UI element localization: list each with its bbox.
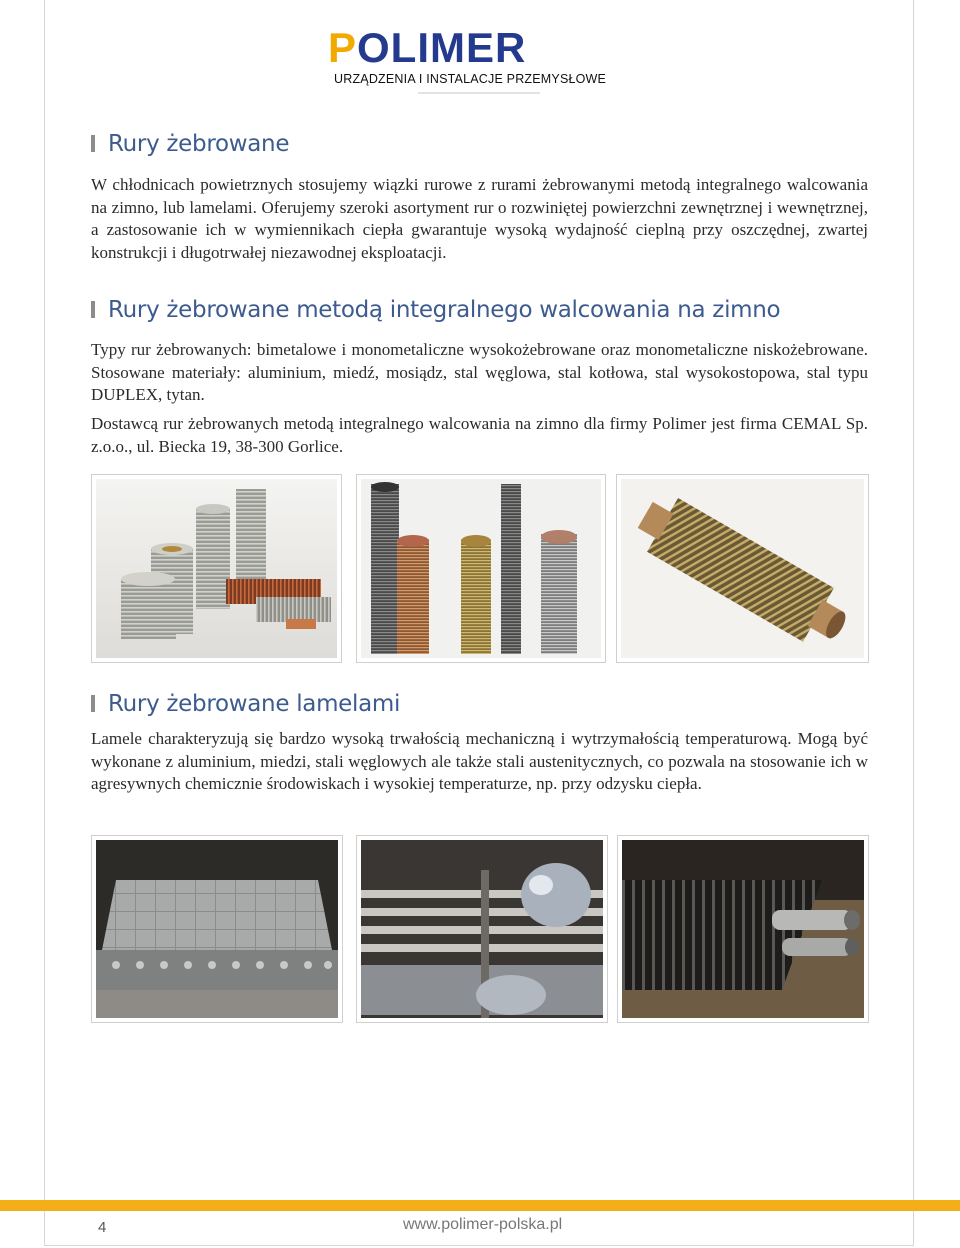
section-heading-rury-zebrowane bbox=[91, 130, 289, 158]
section-title: Rury żebrowane bbox=[108, 131, 290, 157]
photo-image bbox=[361, 840, 603, 1018]
logo-tagline: URZĄDZENIA I INSTALACJE PRZEMYSŁOWE bbox=[334, 72, 607, 86]
photo-finned-tubes-bundle bbox=[91, 474, 342, 663]
logo-wordmark bbox=[328, 26, 526, 70]
photo-image bbox=[622, 840, 864, 1018]
logo-letter-p: P bbox=[328, 24, 358, 71]
section-paragraph: Lamele charakteryzują się bardzo wysoką trwałością mechaniczną i wytrzymałością temperaturową. Mogą być wykonane z aluminium, miedzi, stali węglowych ale także stali austenitycznych, co pozwala na stosowanie ich w agresywnych chemicznie środowiskach i wysokiej temperaturze, np. przy odzysku ciepła. bbox=[91, 729, 868, 793]
section-heading-walcowanie bbox=[91, 296, 780, 324]
finned-tubes-materials-illustration bbox=[361, 479, 601, 658]
section-heading-lamele bbox=[91, 690, 400, 718]
finned-tubes-illustration bbox=[96, 479, 337, 658]
logo-underline bbox=[418, 92, 540, 94]
page-number: 4 bbox=[98, 1219, 107, 1236]
heading-bar bbox=[91, 135, 95, 152]
photo-image bbox=[96, 479, 337, 658]
single-finned-tube-illustration bbox=[621, 479, 864, 658]
photo-heat-exchanger bbox=[356, 835, 608, 1023]
section-paragraph: Typy rur żebrowanych: bimetalowe i monometaliczne wysokożebrowane oraz monometaliczne niskożebrowane. Stosowane materiały: aluminium, miedź, mosiądz, stal węglowa, stal kotłowa, stal wysokostopowa, stal typu DUPLEX, tytan. bbox=[91, 340, 868, 404]
photo-lamella-bundle bbox=[91, 835, 343, 1023]
photo-image bbox=[621, 479, 864, 658]
photo-image bbox=[96, 840, 338, 1018]
section-title: Rury żebrowane lamelami bbox=[108, 691, 401, 717]
heading-bar bbox=[91, 301, 95, 318]
section-paragraph: W chłodnicach powietrznych stosujemy wiązki rurowe z rurami żebrowanymi metodą integralnego walcowania na zimno, lub lamelami. Oferujemy szeroki asortyment rur o rozwiniętej powierzchni zewnętrznej i wewnętrznej, a zastosowanie ich w wymiennikach ciepła gwarantuje wysoką wydajność cieplną przy oszczędnej, zwartej konstrukcji i długotrwałej niezawodnej eksploatacji. bbox=[91, 175, 868, 262]
lamella-closeup-illustration bbox=[622, 840, 864, 1018]
lamella-bundle-illustration bbox=[96, 840, 338, 1018]
heat-exchanger-illustration bbox=[361, 840, 603, 1018]
photo-image bbox=[361, 479, 601, 658]
polimer-logo bbox=[328, 24, 607, 102]
section-title: Rury żebrowane metodą integralnego walcowania na zimno bbox=[108, 297, 781, 323]
footer-website-link[interactable]: www.polimer-polska.pl bbox=[403, 1216, 563, 1233]
photo-single-finned-tube bbox=[616, 474, 869, 663]
heading-bar bbox=[91, 695, 95, 712]
logo-wordmark-rest: OLIMER bbox=[357, 24, 527, 71]
photo-lamella-tubes-closeup bbox=[617, 835, 869, 1023]
footer-accent-bar bbox=[0, 1200, 960, 1211]
section-paragraph: Dostawcą rur żebrowanych metodą integralnego walcowania na zimno dla firmy Polimer jest firma CEMAL Sp. z.o.o., ul. Biecka 19, 38-300 Gorlice. bbox=[91, 414, 868, 456]
photo-finned-tubes-materials bbox=[356, 474, 606, 663]
